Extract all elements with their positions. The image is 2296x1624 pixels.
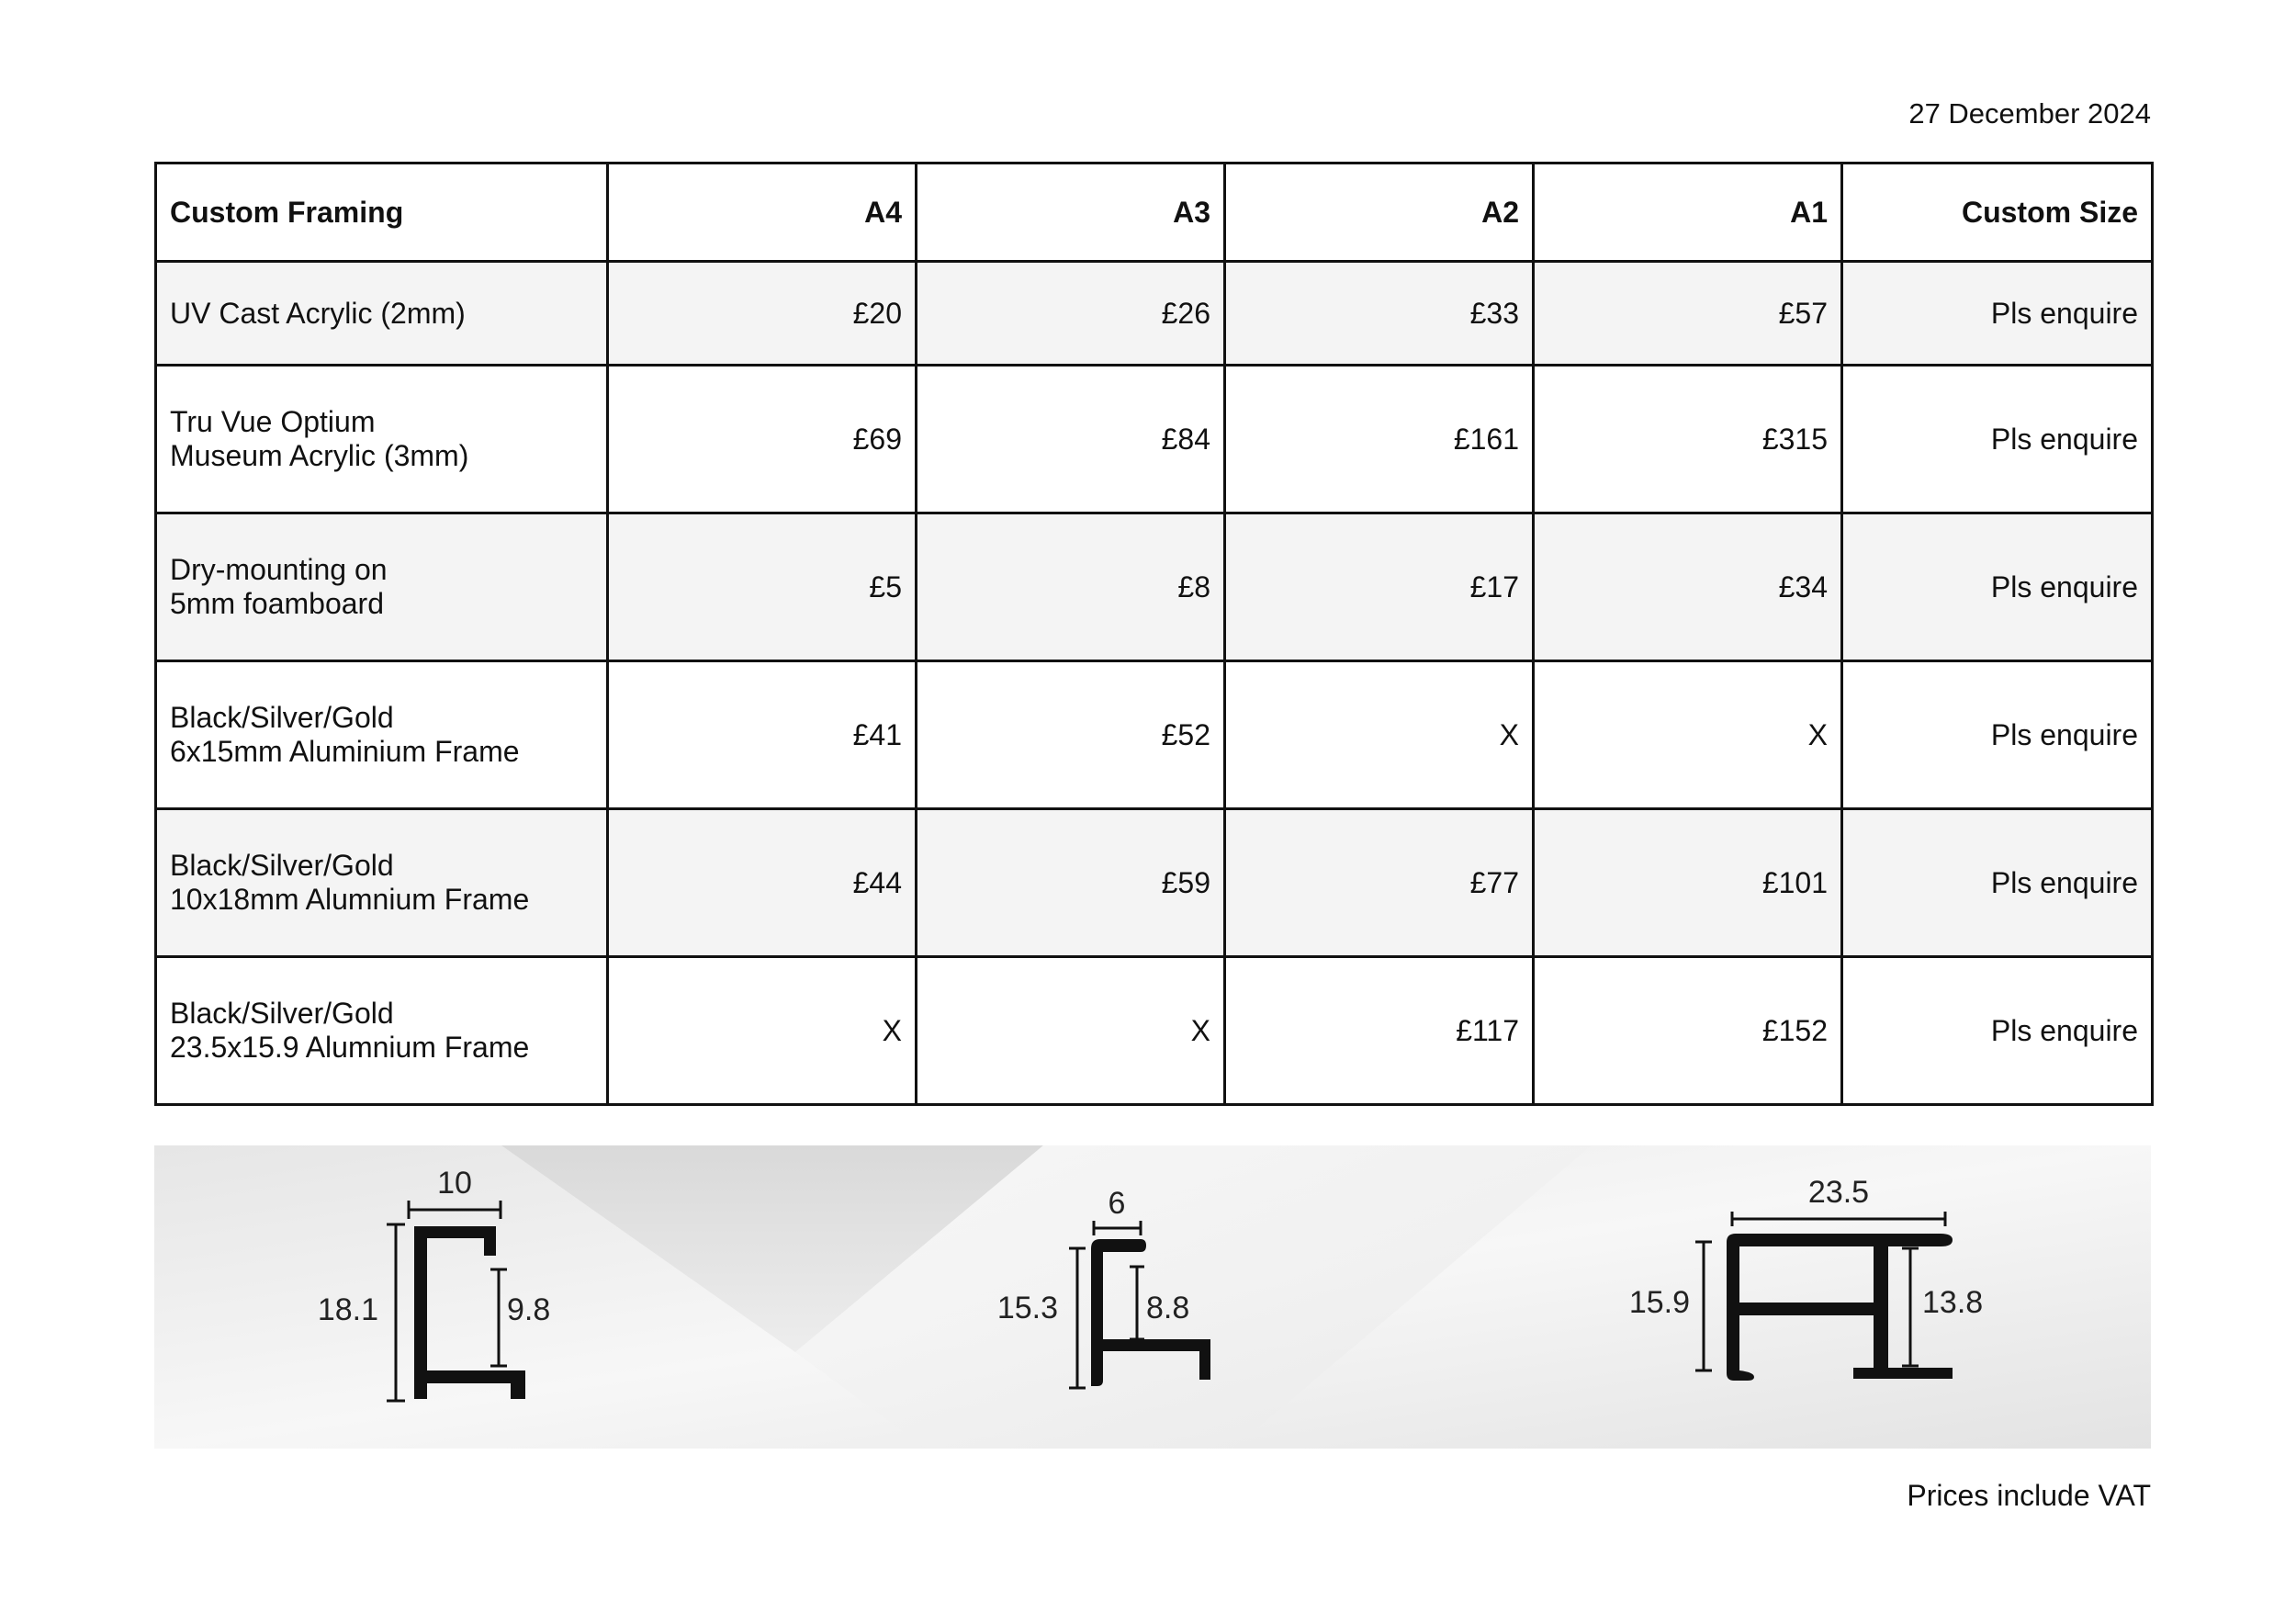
item-name-line: Tru Vue Optium <box>170 405 376 438</box>
profile-width-label: 6 <box>1108 1186 1126 1221</box>
price-a1: £152 <box>1534 957 1842 1105</box>
price-a1: X <box>1534 661 1842 809</box>
price-a3: £84 <box>917 366 1225 513</box>
item-cell <box>156 957 608 1105</box>
price-custom-size: Pls enquire <box>1842 809 2153 957</box>
item-name-line: 6x15mm Aluminium Frame <box>170 735 520 768</box>
price-a2: £161 <box>1225 366 1534 513</box>
item-name-line: 5mm foamboard <box>170 587 384 620</box>
frame-profiles-graphic <box>154 1145 2151 1449</box>
price-a2: £17 <box>1225 513 1534 661</box>
price-a2: £33 <box>1225 262 1534 366</box>
item-name-line: Dry-mounting on <box>170 553 388 586</box>
profile-width-label: 10 <box>437 1166 472 1201</box>
table-row <box>156 957 2153 1105</box>
table-row <box>156 661 2153 809</box>
item-name-line: Museum Acrylic (3mm) <box>170 439 469 472</box>
document-date: 27 December 2024 <box>1908 97 2151 130</box>
column-header-a3: A3 <box>917 164 1225 262</box>
price-a4: £69 <box>608 366 917 513</box>
price-a3: £26 <box>917 262 1225 366</box>
framing-price-table <box>154 162 2154 1106</box>
price-a4: £41 <box>608 661 917 809</box>
profile-height-label: 15.9 <box>1628 1285 1690 1320</box>
table-row <box>156 262 2153 366</box>
table-row <box>156 366 2153 513</box>
price-a2: £117 <box>1225 957 1534 1105</box>
frame-profiles-panel <box>154 1145 2151 1449</box>
column-header-a4: A4 <box>608 164 917 262</box>
price-a2: £77 <box>1225 809 1534 957</box>
price-a3: £52 <box>917 661 1225 809</box>
price-a4: £44 <box>608 809 917 957</box>
price-a4: £5 <box>608 513 917 661</box>
price-a4: £20 <box>608 262 917 366</box>
item-name-line: Black/Silver/Gold <box>170 997 394 1030</box>
price-custom-size: Pls enquire <box>1842 661 2153 809</box>
item-cell <box>156 513 608 661</box>
profile-height-label: 18.1 <box>317 1292 378 1327</box>
item-name-line: Black/Silver/Gold <box>170 701 394 734</box>
column-header-a2: A2 <box>1225 164 1534 262</box>
price-custom-size: Pls enquire <box>1842 513 2153 661</box>
profile-inner-label: 8.8 <box>1146 1291 1190 1325</box>
profile-width-label: 23.5 <box>1807 1175 1870 1210</box>
item-name-line: UV Cast Acrylic (2mm) <box>170 296 466 330</box>
price-a3: X <box>917 957 1225 1105</box>
table-row <box>156 809 2153 957</box>
item-name-line: 10x18mm Alumnium Frame <box>170 883 530 916</box>
item-cell <box>156 366 608 513</box>
price-custom-size: Pls enquire <box>1842 957 2153 1105</box>
price-a1: £34 <box>1534 513 1842 661</box>
profile-height-label: 15.3 <box>996 1291 1058 1325</box>
table-row <box>156 513 2153 661</box>
price-a4: X <box>608 957 917 1105</box>
price-a2: X <box>1225 661 1534 809</box>
price-a3: £59 <box>917 809 1225 957</box>
profile-inner-label: 9.8 <box>507 1292 551 1327</box>
profile-inner-label: 13.8 <box>1922 1285 1984 1320</box>
column-header-custom-framing: Custom Framing <box>156 164 608 262</box>
price-a1: £57 <box>1534 262 1842 366</box>
price-a1: £101 <box>1534 809 1842 957</box>
item-name-line: Black/Silver/Gold <box>170 849 394 882</box>
price-custom-size: Pls enquire <box>1842 262 2153 366</box>
price-custom-size: Pls enquire <box>1842 366 2153 513</box>
price-a1: £315 <box>1534 366 1842 513</box>
item-cell <box>156 809 608 957</box>
item-cell <box>156 661 608 809</box>
vat-note: Prices include VAT <box>1907 1479 2151 1512</box>
item-cell <box>156 262 608 366</box>
table-header-row <box>156 164 2153 262</box>
column-header-a1: A1 <box>1534 164 1842 262</box>
item-name-line: 23.5x15.9 Alumnium Frame <box>170 1031 530 1064</box>
price-a3: £8 <box>917 513 1225 661</box>
column-header-custom-size: Custom Size <box>1842 164 2153 262</box>
